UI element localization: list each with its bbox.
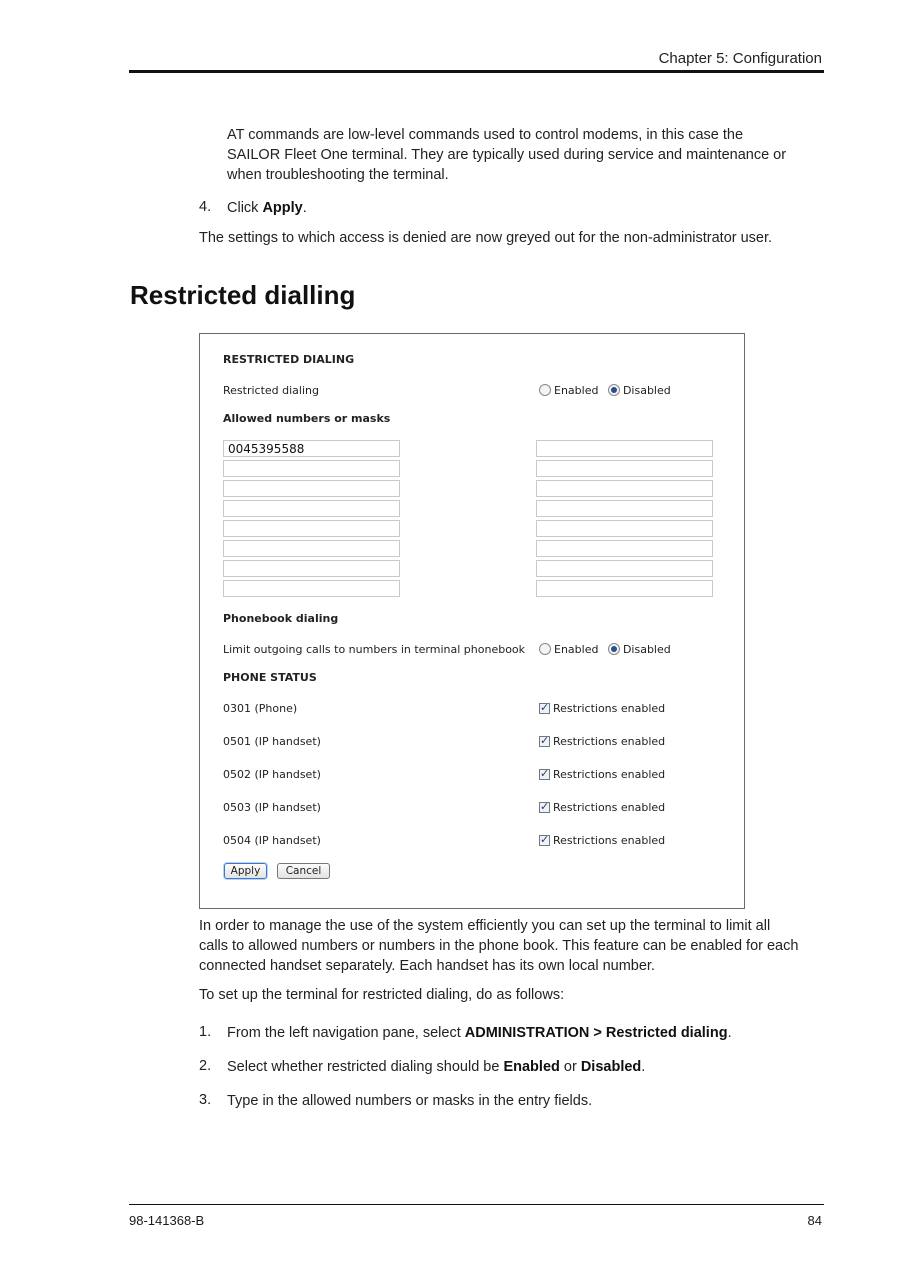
- description-paragraph: [199, 916, 824, 976]
- page-number: 84: [807, 1213, 822, 1228]
- intro-line: AT commands are low-level commands used to control modems, in this case the: [227, 127, 744, 143]
- phonebook-heading: Phonebook dialing: [223, 612, 339, 625]
- setup-intro: To set up the terminal for restricted dialing, do as follows:: [199, 987, 565, 1003]
- allowed-number-field[interactable]: [223, 500, 400, 517]
- phone-restriction[interactable]: [539, 702, 665, 715]
- intro-line: when troubleshooting the terminal.: [227, 167, 449, 183]
- step-1-text: [227, 1023, 732, 1043]
- phone-name: 0502 (IP handset): [223, 768, 321, 781]
- restriction-label: Restrictions enabled: [553, 702, 666, 715]
- restriction-label: Restrictions enabled: [553, 834, 666, 847]
- phonebook-label: Limit outgoing calls to numbers in terminal phonebook: [223, 643, 526, 656]
- description-line: In order to manage the use of the system efficiently you can set up the terminal to limit all: [199, 918, 771, 934]
- step-2-text: [227, 1057, 645, 1077]
- step-4-bold: Apply: [262, 200, 303, 216]
- allowed-number-field[interactable]: [536, 500, 713, 517]
- intro-paragraph: [227, 125, 817, 185]
- allowed-number-field[interactable]: [536, 580, 713, 597]
- phonebook-enabled-radio[interactable]: [539, 643, 551, 655]
- step-2-number: 2.: [199, 1058, 212, 1074]
- allowed-number-field[interactable]: [536, 480, 713, 497]
- chapter-header: Chapter 5: Configuration: [658, 50, 822, 67]
- restricted-enabled-radio[interactable]: [539, 384, 551, 396]
- panel-title: RESTRICTED DIALING: [223, 353, 355, 366]
- apply-button[interactable]: Apply: [224, 863, 267, 879]
- footer-rule: [129, 1204, 824, 1205]
- allowed-number-field[interactable]: [223, 580, 400, 597]
- restricted-enabled-option[interactable]: [539, 384, 598, 397]
- phonebook-disabled-label: Disabled: [622, 643, 671, 656]
- step-2-post: .: [641, 1059, 646, 1075]
- intro-line: SAILOR Fleet One terminal. They are typically used during service and maintenance or: [227, 147, 787, 163]
- restricted-dialing-radio-group: [539, 384, 677, 397]
- step-4-text: [227, 198, 307, 218]
- description-line: calls to allowed numbers or numbers in the phone book. This feature can be enabled for each: [199, 938, 799, 954]
- phonebook-radio-group: [539, 643, 677, 656]
- step-2-mid: or: [559, 1059, 581, 1075]
- description-line: connected handset separately. Each handset has its own local number.: [199, 958, 655, 974]
- restriction-label: Restrictions enabled: [553, 801, 666, 814]
- step-1-post: .: [727, 1025, 732, 1041]
- restricted-dialing-label: Restricted dialing: [223, 384, 319, 397]
- restriction-label: Restrictions enabled: [553, 768, 666, 781]
- step-1-pre: From the left navigation pane, select: [227, 1025, 465, 1041]
- allowed-number-field[interactable]: [223, 440, 400, 457]
- step-1-number: 1.: [199, 1024, 212, 1040]
- phone-restriction[interactable]: [539, 768, 665, 781]
- phone-name: 0501 (IP handset): [223, 735, 321, 748]
- phone-restriction[interactable]: [539, 735, 665, 748]
- allowed-number-field[interactable]: [536, 540, 713, 557]
- restricted-disabled-option[interactable]: [608, 384, 671, 397]
- step-2-bold-disabled: Disabled: [580, 1059, 642, 1075]
- allowed-number-field[interactable]: [223, 480, 400, 497]
- settings-greyed-text: The settings to which access is denied are now greyed out for the non-administrator user.: [199, 230, 773, 246]
- step-3-text: Type in the allowed numbers or masks in the entry fields.: [227, 1093, 593, 1109]
- step-4-pre: Click: [227, 200, 263, 216]
- section-title: Restricted dialling: [130, 280, 356, 310]
- restriction-label: Restrictions enabled: [553, 735, 666, 748]
- step-2-bold-enabled: Enabled: [503, 1059, 560, 1075]
- restriction-checkbox[interactable]: [539, 835, 550, 846]
- cancel-button[interactable]: Cancel: [277, 863, 330, 879]
- phone-name: 0503 (IP handset): [223, 801, 321, 814]
- step-1-bold: ADMINISTRATION > Restricted dialing: [464, 1025, 728, 1041]
- step-4-number: 4.: [199, 199, 212, 215]
- step-2-pre: Select whether restricted dialing should be: [227, 1059, 504, 1075]
- phone-status-heading: PHONE STATUS: [223, 671, 317, 684]
- restriction-checkbox[interactable]: [539, 769, 550, 780]
- phone-restriction[interactable]: [539, 801, 665, 814]
- allowed-number-field[interactable]: [223, 520, 400, 537]
- allowed-numbers-heading: Allowed numbers or masks: [223, 412, 391, 425]
- phone-restriction[interactable]: [539, 834, 665, 847]
- document-number: 98-141368-B: [129, 1213, 205, 1228]
- allowed-number-field[interactable]: [536, 440, 713, 457]
- allowed-number-field[interactable]: [223, 460, 400, 477]
- allowed-number-field[interactable]: [223, 560, 400, 577]
- restricted-disabled-label: Disabled: [622, 384, 671, 397]
- step-4-post: .: [302, 200, 307, 216]
- phonebook-enabled-label: Enabled: [554, 643, 599, 656]
- phonebook-disabled-radio[interactable]: [608, 643, 620, 655]
- restriction-checkbox[interactable]: [539, 736, 550, 747]
- header-rule: [129, 70, 824, 73]
- phone-name: 0301 (Phone): [223, 702, 298, 715]
- restriction-checkbox[interactable]: [539, 802, 550, 813]
- phone-name: 0504 (IP handset): [223, 834, 321, 847]
- allowed-number-field[interactable]: [536, 520, 713, 537]
- allowed-number-field[interactable]: [536, 560, 713, 577]
- step-3-number: 3.: [199, 1092, 212, 1108]
- restriction-checkbox[interactable]: [539, 703, 550, 714]
- restricted-disabled-radio[interactable]: [608, 384, 620, 396]
- phonebook-enabled-option[interactable]: [539, 643, 598, 656]
- phonebook-disabled-option[interactable]: [608, 643, 671, 656]
- allowed-number-field[interactable]: [536, 460, 713, 477]
- restricted-enabled-label: Enabled: [554, 384, 599, 397]
- allowed-number-field[interactable]: [223, 540, 400, 557]
